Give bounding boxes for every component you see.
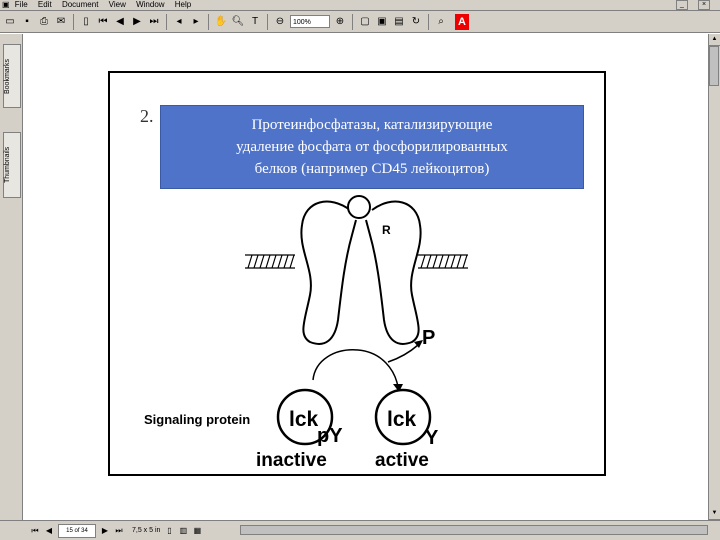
receptor-head [348,196,370,218]
fit-width-icon[interactable]: ▤ [394,15,404,27]
py-label: pY [317,425,343,447]
email-icon[interactable]: ✉ [56,15,66,27]
navigation-pane-icon[interactable]: ▯ [83,15,89,27]
menu-edit[interactable]: Edit [37,0,52,9]
receptor-shape [301,202,420,344]
menu-help[interactable]: Help [174,0,192,9]
toolbar-divider [267,14,268,30]
title-line-1: Протеинфосфатазы, катализирующие [251,117,493,133]
inactive-label: inactive [256,450,327,471]
zoom-tool-icon[interactable]: 🔍︎ [231,15,245,27]
phosphatase-diagram [130,190,590,475]
menu-bar [0,0,720,11]
first-page-icon[interactable]: ⏮ [98,15,108,27]
lck-right-label: lck [387,408,417,431]
go-back-icon[interactable]: ◂ [176,15,182,27]
page-indicator[interactable]: 15 of 34 [58,524,96,538]
lck-left-label: lck [289,408,319,431]
tab-thumbnails[interactable]: Thumbnails [3,132,21,198]
rotate-icon[interactable]: ↻ [411,15,421,27]
menu-view[interactable]: View [108,0,126,9]
toolbar [0,11,720,33]
text-select-icon[interactable]: T [251,15,259,27]
membrane-right [418,255,468,268]
toolbar-divider [166,14,167,30]
continuous-icon[interactable]: ▥ [179,526,188,535]
slide-number: 2. [140,106,154,126]
y-label: Y [425,427,439,449]
zoom-in-icon[interactable]: ⊕ [335,15,345,27]
page-size: 7,5 x 5 in [132,527,161,534]
window-controls [676,0,718,10]
next-page-icon[interactable]: ▶ [101,526,109,535]
find-icon[interactable]: ⌕ [438,15,444,27]
actual-size-icon[interactable]: ▢ [360,15,370,27]
next-page-icon[interactable]: ▶ [133,15,141,27]
slide-title-box [160,105,584,189]
toolbar-divider [208,14,209,30]
single-page-icon[interactable]: ▯ [167,526,172,535]
receptor-label: R [382,223,391,237]
active-label: active [375,450,429,471]
membrane-left [245,255,295,268]
last-page-icon[interactable]: ⏭ [149,15,159,27]
phosphate-label: P [422,327,436,349]
zoom-out-icon[interactable]: ⊖ [275,15,285,27]
menu-window[interactable]: Window [136,0,165,9]
tab-bookmarks[interactable]: Bookmarks [3,44,21,108]
print-icon[interactable]: ⎙ [40,15,48,27]
toolbar-divider [428,14,429,30]
open-icon[interactable]: ▭ [5,15,15,27]
first-page-icon[interactable]: ⏮ [31,525,39,535]
horizontal-scrollbar[interactable] [240,525,708,535]
previous-page-icon[interactable]: ◀ [116,15,124,27]
scroll-down-icon[interactable]: ▼ [709,508,720,520]
acrobat-logo-icon: A [455,14,469,30]
menu-file[interactable]: File [14,0,28,9]
minimize-icon[interactable]: _ [676,0,688,10]
side-navigation-tabs [0,34,23,520]
scroll-up-icon[interactable]: ▲ [709,34,720,46]
dephosphorylation-arrow [313,350,398,387]
hand-tool-icon[interactable]: ✋ [214,15,228,27]
save-icon[interactable]: ▪ [25,15,29,27]
zoom-field[interactable]: 100% [290,15,330,28]
title-line-2: удаление фосфата от фосфорилированных [236,139,508,155]
menu-document[interactable]: Document [61,0,99,9]
scroll-thumb[interactable] [709,46,719,86]
vertical-scrollbar[interactable] [708,34,720,520]
title-line-3: белков (например CD45 лейкоцитов) [254,161,490,177]
close-icon[interactable]: × [698,0,710,10]
previous-page-icon[interactable]: ◀ [45,526,53,535]
last-page-icon[interactable]: ⏭ [115,525,123,535]
facing-icon[interactable]: ▦ [193,526,202,535]
phosphate-branch [388,345,418,362]
toolbar-divider [73,14,74,30]
toolbar-divider [352,14,353,30]
signaling-protein-label: Signaling protein [144,412,251,427]
go-forward-icon[interactable]: ▸ [193,15,199,27]
app-icon[interactable]: ▣ [2,0,10,9]
fit-page-icon[interactable]: ▣ [377,15,387,27]
